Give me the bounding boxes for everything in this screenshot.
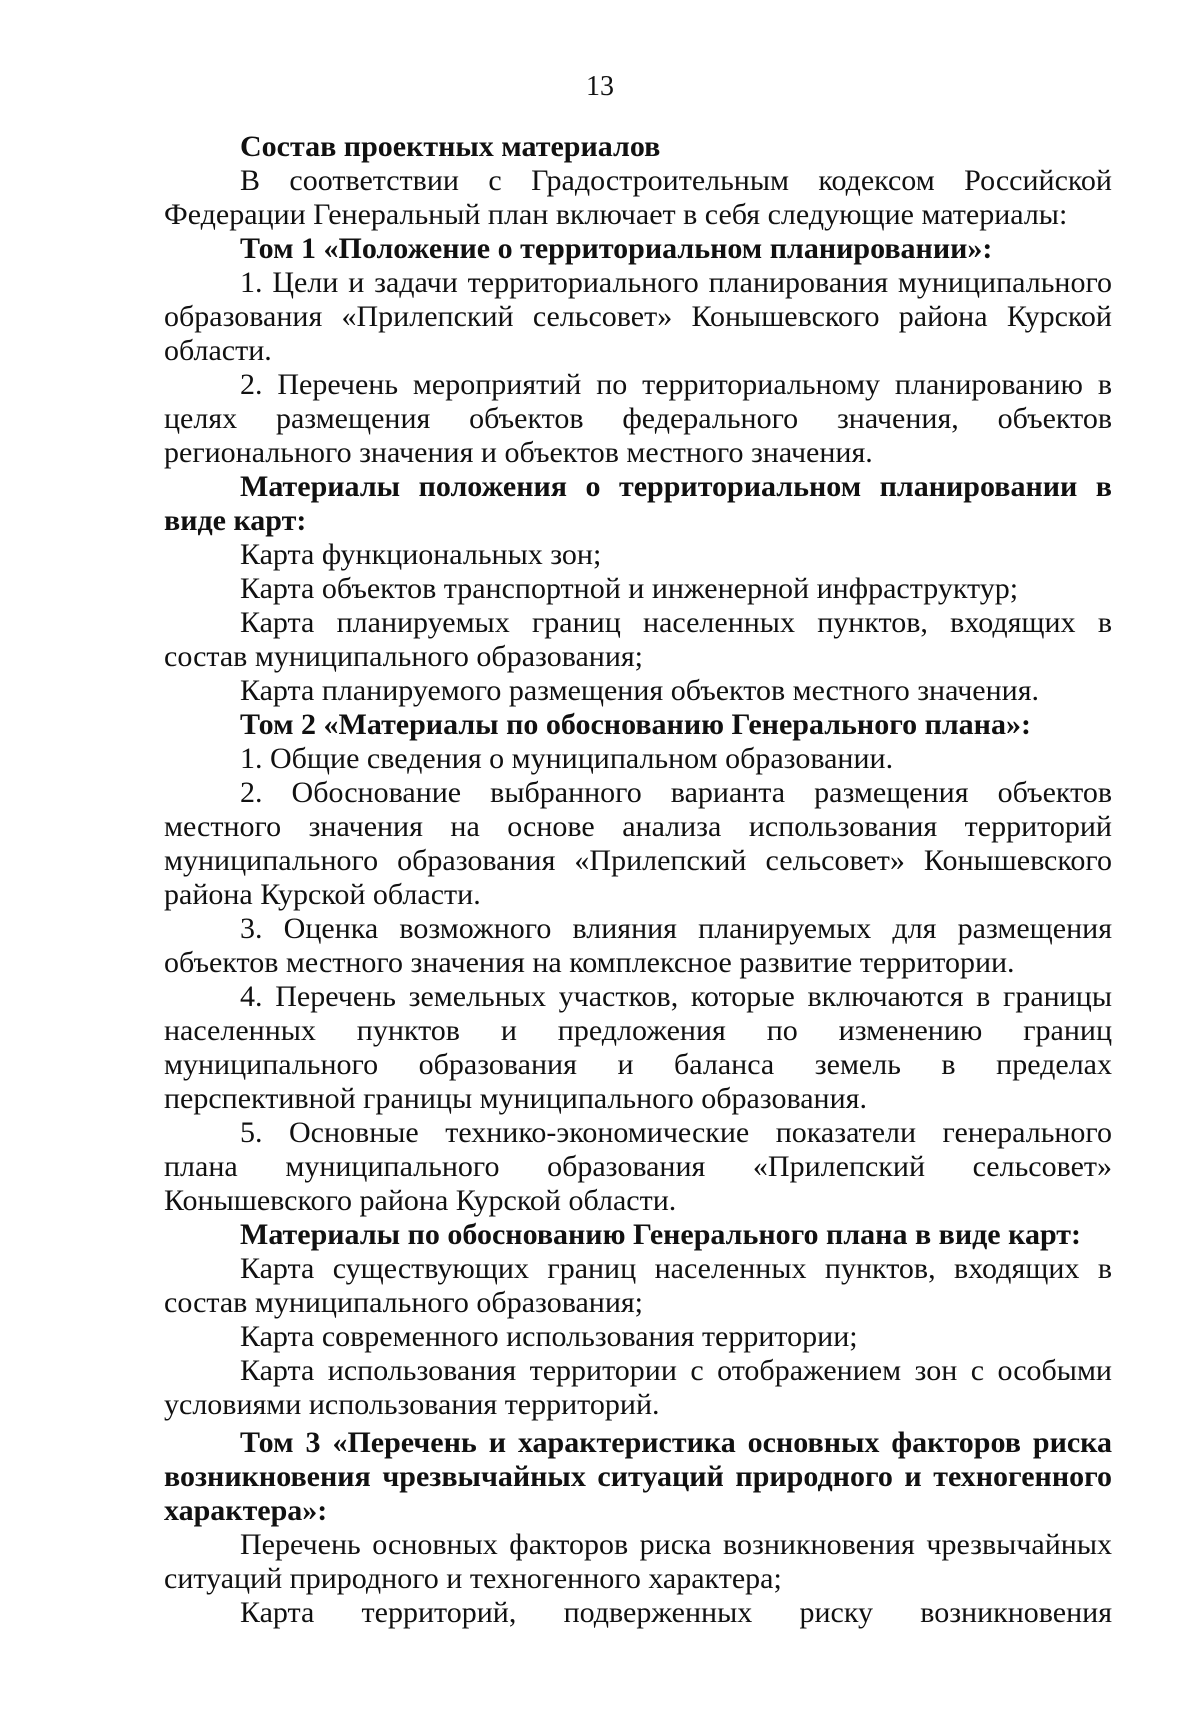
volume-1-map-item: Карта планируемого размещения объектов местного значения. xyxy=(240,674,1040,707)
volume-2-item: 2. Обоснование выбранного варианта размещения объектов местного значения на основе анализа использования территорий муниципального образования «Прилепский сельсовет» Конышевского района Курской области. xyxy=(164,776,1112,911)
volume-1-item: 1. Цели и задачи территориального планирования муниципального образования «Прилепский сельсовет» Конышевского района Курской области. xyxy=(164,266,1112,367)
volume-1-map-item: Карта объектов транспортной и инженерной инфраструктур; xyxy=(240,572,1019,605)
volume-2-map-item: Карта современного использования территории; xyxy=(240,1320,858,1353)
volume-1-item: 2. Перечень мероприятий по территориальному планированию в целях размещения объектов федерального значения, объектов регионального значения и объектов местного значения. xyxy=(164,368,1112,469)
document-body xyxy=(164,130,1112,1630)
volume-2-title: Том 2 «Материалы по обоснованию Генерального плана»: xyxy=(240,708,1031,741)
intro-paragraph: В соответствии с Градостроительным кодексом Российской Федерации Генеральный план включает в себя следующие материалы: xyxy=(164,164,1112,231)
volume-1-title: Том 1 «Положение о территориальном планировании»: xyxy=(240,232,993,265)
volume-3-item: Карта территорий, подверженных риску возникновения xyxy=(240,1596,1112,1629)
volume-3-title: Том 3 «Перечень и характеристика основных факторов риска возникновения чрезвычайных ситуаций природного и техногенного характера»: xyxy=(164,1426,1112,1527)
volume-1-map-item: Карта функциональных зон; xyxy=(240,538,602,571)
volume-2-map-item: Карта использования территории с отображением зон с особыми условиями использования территорий. xyxy=(164,1354,1112,1421)
page-number: 13 xyxy=(586,71,614,102)
volume-2-item: 4. Перечень земельных участков, которые включаются в границы населенных пунктов и предложения по изменению границ муниципального образования и баланса земель в пределах перспективной границы муниципального образования. xyxy=(164,980,1112,1115)
volume-1-maps-title: Материалы положения о территориальном планировании в виде карт: xyxy=(164,470,1112,537)
volume-2-item: 1. Общие сведения о муниципальном образовании. xyxy=(240,742,894,775)
volume-3-item: Перечень основных факторов риска возникновения чрезвычайных ситуаций природного и техногенного характера; xyxy=(164,1528,1112,1595)
volume-2-maps-title: Материалы по обоснованию Генерального плана в виде карт: xyxy=(240,1218,1081,1251)
volume-2-item: 3. Оценка возможного влияния планируемых для размещения объектов местного значения на комплексное развитие территории. xyxy=(164,912,1112,979)
volume-2-map-item: Карта существующих границ населенных пунктов, входящих в состав муниципального образования; xyxy=(164,1252,1112,1319)
section-heading: Состав проектных материалов xyxy=(240,130,661,163)
volume-1-map-item: Карта планируемых границ населенных пунктов, входящих в состав муниципального образования; xyxy=(164,606,1112,673)
volume-2-item: 5. Основные технико-экономические показатели генерального плана муниципального образования «Прилепский сельсовет» Конышевского района Курской области. xyxy=(164,1116,1112,1217)
